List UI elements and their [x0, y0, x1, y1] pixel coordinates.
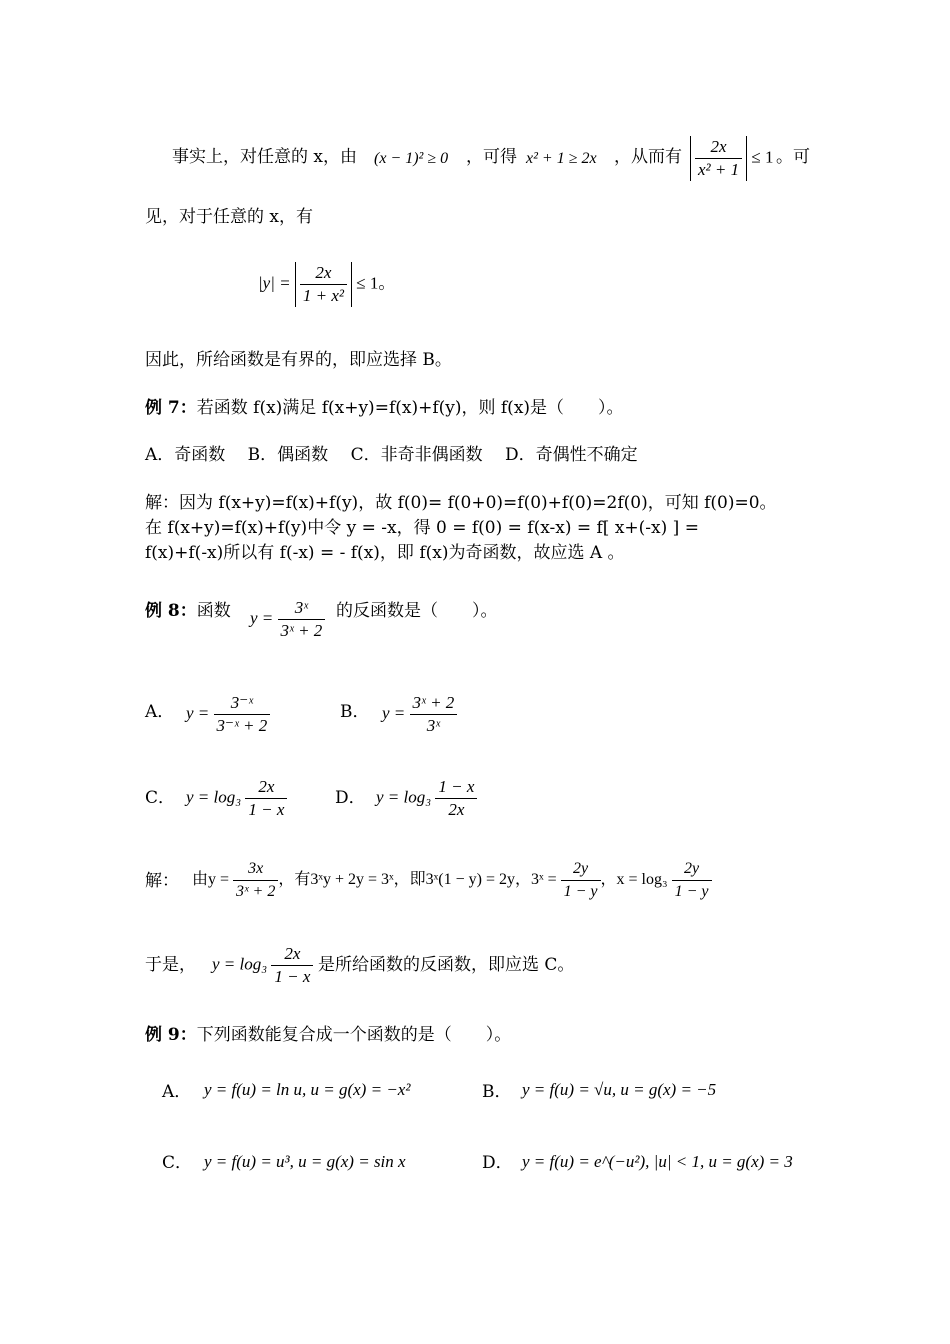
ex8-function	[250, 597, 325, 642]
ex8-c-num: 2x	[258, 777, 275, 796]
ex9-option-d-label: D．	[482, 1153, 513, 1173]
ex8-conclusion-post: 是所给函数的反函数，即应选 C。	[318, 955, 575, 975]
ex8-sol-d3: 1 − y	[672, 880, 712, 903]
ex8-option-c-label: C．	[145, 788, 176, 808]
ex9-label: 例 9：	[145, 1025, 197, 1045]
ex8-sol-n2: 2y	[573, 860, 589, 877]
ex8-concl-lhs: y = log₃	[212, 954, 268, 974]
eq1-den: 1 + x²	[300, 284, 347, 307]
ex8-q-num: 3ˣ	[294, 598, 309, 617]
eq1-lhs: |y| =	[258, 273, 291, 293]
ex8-question-post: 的反函数是（ ）。	[336, 601, 498, 621]
p1-text-2: ，可得	[466, 147, 517, 167]
p1-formula-3	[690, 136, 773, 181]
ex9-question-text: 下列函数能复合成一个函数的是（ ）。	[196, 1025, 512, 1045]
ex7-options: A．奇函数 B．偶函数 C．非奇非偶函数 D．奇偶性不确定	[145, 445, 638, 465]
ex8-sol-n1: 3x	[248, 860, 264, 877]
ex8-option-b-label: B．	[340, 702, 370, 722]
p3-text: 因此，所给函数是有界的，即应选择 B。	[145, 350, 452, 370]
ex8-option-a	[186, 692, 270, 737]
ex8-sol-d2: 1 − y	[561, 880, 601, 903]
p1-text-4: 。可	[776, 147, 810, 167]
ex9-option-b: y = f(u) = √u, u = g(x) = −5	[522, 1080, 717, 1099]
ex8-solution-label: 解：	[145, 871, 179, 891]
ex8-option-b	[382, 692, 457, 737]
eq1-rhs: ≤ 1。	[356, 273, 396, 293]
ex8-a-num: 3⁻ˣ	[230, 693, 254, 712]
p1-f3-num: 2x	[710, 137, 727, 156]
ex8-option-a-label: A．	[145, 702, 175, 722]
ex8-c-den: 1 − x	[245, 798, 287, 821]
ex7-solution-3: f(x)+f(-x)所以有 f(-x) = - f(x)，即 f(x)为奇函数，故应选 A 。	[145, 543, 625, 563]
ex8-option-c	[186, 776, 287, 821]
ex7-solution-2: 在 f(x+y)=f(x)+f(y)中令 y = -x，得 0 = f(0) = f(x-x) = f[ x+(-x) ] =	[145, 518, 699, 538]
ex9-option-c-label: C．	[162, 1153, 193, 1173]
p1-f3-rhs: ≤ 1	[751, 147, 774, 167]
ex9-option-c: y = f(u) = u³, u = g(x) = sin x	[204, 1152, 406, 1171]
ex8-concl-den: 1 − x	[271, 965, 313, 988]
ex9-option-a-label: A．	[162, 1082, 192, 1102]
ex8-q-den: 3ˣ + 2	[278, 619, 326, 642]
ex8-d-den: 2x	[435, 798, 477, 821]
ex8-d-lhs: y = log₃	[376, 787, 432, 807]
ex9-option-a: y = f(u) = ln u, u = g(x) = −x²	[204, 1080, 411, 1099]
p1-text-1: 事实上，对任意的 x，由	[172, 147, 357, 167]
p1-formula-1: (x − 1)² ≥ 0	[374, 150, 449, 167]
ex8-b-lhs: y =	[382, 703, 406, 723]
ex8-a-den: 3⁻ˣ + 2	[214, 714, 271, 737]
ex9-question	[145, 1020, 511, 1045]
ex8-solution	[192, 858, 712, 903]
ex9-option-d: y = f(u) = e^(−u²), |u| < 1, u = g(x) = 3	[522, 1152, 793, 1171]
ex8-b-num: 3ˣ + 2	[412, 693, 455, 712]
ex8-option-d-label: D．	[335, 788, 366, 808]
p2-text: 见，对于任意的 x，有	[145, 207, 313, 227]
equation-1	[258, 262, 395, 307]
p1-formula-2: x² + 1 ≥ 2x	[526, 150, 597, 167]
ex8-concl-num: 2x	[284, 944, 301, 963]
p1-f3-den: x² + 1	[695, 158, 742, 181]
p1-text-3: ，从而有	[614, 147, 682, 167]
ex8-sol-s3: ，x = log₃	[600, 871, 668, 889]
ex8-question-pre: 函数	[196, 601, 231, 621]
ex8-sol-s1: 由y =	[192, 871, 230, 889]
ex8-b-den: 3ˣ	[410, 714, 458, 737]
ex8-conclusion-pre: 于是，	[145, 955, 196, 975]
ex7-solution-1: 解：因为 f(x+y)=f(x)+f(y)，故 f(0)= f(0+0)=f(0)+f(0)=2f(0)，可知 f(0)=0。	[145, 493, 777, 513]
ex8-sol-d1: 3ˣ + 2	[233, 880, 278, 903]
ex8-d-num: 1 − x	[438, 777, 475, 796]
ex8-sol-n3: 2y	[683, 860, 700, 877]
ex9-option-b-label: B．	[482, 1082, 512, 1102]
ex8-option-d	[376, 776, 477, 821]
ex8-a-lhs: y =	[186, 703, 210, 723]
ex8-q-lhs: y =	[250, 608, 274, 628]
ex7-question-text: 若函数 f(x)满足 f(x+y)=f(x)+f(y)，则 f(x)是（ ）。	[196, 398, 624, 418]
ex8-label: 例 8：	[145, 601, 197, 621]
ex8-c-lhs: y = log₃	[186, 787, 242, 807]
ex8-sol-s2: ，有3ˣy + 2y = 3ˣ，即3ˣ(1 − y) = 2y，3ˣ =	[278, 871, 557, 889]
eq1-num: 2x	[315, 263, 332, 282]
ex8-conclusion-formula	[212, 943, 313, 988]
ex8-question	[145, 596, 231, 621]
ex7-label: 例 7：	[145, 398, 197, 418]
ex7-question	[145, 393, 624, 418]
